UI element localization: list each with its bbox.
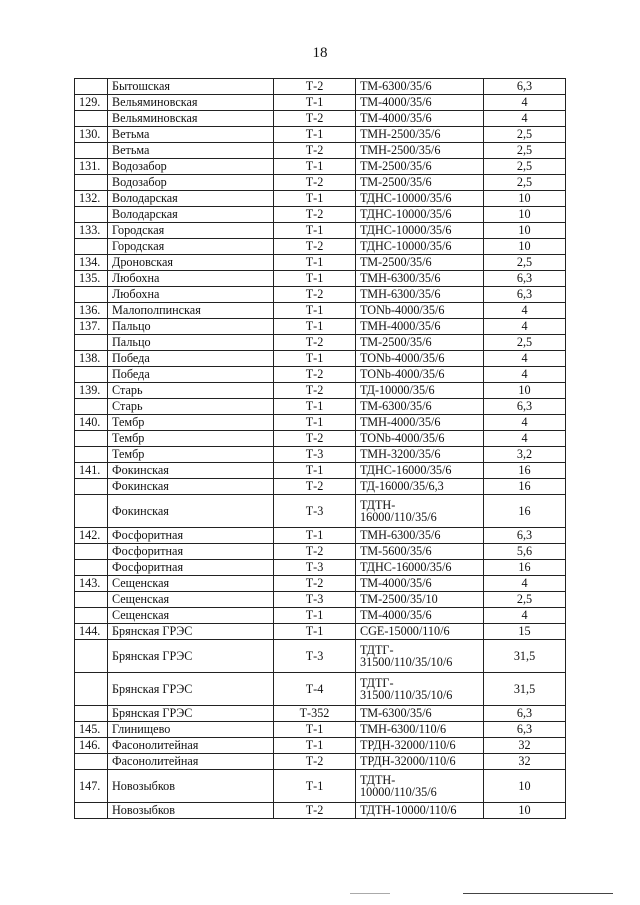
transformer-type: ТМ-6300/35/6 — [356, 399, 484, 415]
transformer-type: ТДТГ- 31500/110/35/10/6 — [356, 673, 484, 706]
transformer-type: ТМН-4000/35/6 — [356, 415, 484, 431]
table-row — [75, 239, 566, 255]
transformer-id: Т-1 — [274, 624, 356, 640]
transformer-power: 10 — [484, 223, 566, 239]
transformer-type: CGE-15000/110/6 — [356, 624, 484, 640]
transformer-id: Т-2 — [274, 79, 356, 95]
transformer-power: 4 — [484, 95, 566, 111]
table-row — [75, 303, 566, 319]
transformer-power: 2,5 — [484, 335, 566, 351]
transformer-type: ТДТН- 16000/110/35/6 — [356, 495, 484, 528]
transformer-power: 2,5 — [484, 592, 566, 608]
transformer-power: 32 — [484, 738, 566, 754]
table-row — [75, 335, 566, 351]
substation-name: Победа — [108, 351, 274, 367]
row-number — [75, 431, 108, 447]
transformer-type: ТМН-6300/35/6 — [356, 287, 484, 303]
transformer-id: Т-1 — [274, 463, 356, 479]
substation-name: Тембр — [108, 431, 274, 447]
transformer-power: 10 — [484, 803, 566, 819]
transformer-id: Т-2 — [274, 803, 356, 819]
transformer-id: Т-2 — [274, 383, 356, 399]
substation-name: Сещенская — [108, 592, 274, 608]
transformer-id: Т-3 — [274, 495, 356, 528]
transformer-power: 32 — [484, 754, 566, 770]
row-number — [75, 79, 108, 95]
table-row — [75, 544, 566, 560]
table-row — [75, 367, 566, 383]
table-row — [75, 624, 566, 640]
transformer-id: Т-1 — [274, 127, 356, 143]
table-row — [75, 127, 566, 143]
row-number — [75, 495, 108, 528]
table-row — [75, 463, 566, 479]
transformer-type: ТДНС-16000/35/6 — [356, 560, 484, 576]
transformer-id: Т-2 — [274, 479, 356, 495]
substation-name: Любохна — [108, 287, 274, 303]
substation-name: Вельяминовская — [108, 111, 274, 127]
transformer-id: Т-1 — [274, 399, 356, 415]
table-body — [75, 79, 566, 819]
transformer-type: ТОNb-4000/35/6 — [356, 303, 484, 319]
transformer-id: Т-1 — [274, 770, 356, 803]
transformer-power: 6,3 — [484, 271, 566, 287]
row-number: 131. — [75, 159, 108, 175]
transformer-type: ТМН-4000/35/6 — [356, 319, 484, 335]
transformer-type: ТМ-4000/35/6 — [356, 111, 484, 127]
transformer-power: 2,5 — [484, 143, 566, 159]
row-number — [75, 399, 108, 415]
table-row — [75, 95, 566, 111]
transformer-type: ТМН-2500/35/6 — [356, 143, 484, 159]
substation-name: Володарская — [108, 207, 274, 223]
transformer-power: 6,3 — [484, 722, 566, 738]
transformer-power: 10 — [484, 239, 566, 255]
transformer-id: Т-2 — [274, 207, 356, 223]
transformer-type: ТОNb-4000/35/6 — [356, 351, 484, 367]
page-number: 18 — [312, 45, 328, 61]
transformer-id: Т-352 — [274, 706, 356, 722]
row-number — [75, 479, 108, 495]
substation-name: Пальцо — [108, 335, 274, 351]
substation-name: Глинищево — [108, 722, 274, 738]
row-number: 137. — [75, 319, 108, 335]
transformer-type: ТМН-3200/35/6 — [356, 447, 484, 463]
substation-name: Брянская ГРЭС — [108, 640, 274, 673]
substation-name: Ветьма — [108, 127, 274, 143]
substation-name: Фасонолитейная — [108, 738, 274, 754]
row-number — [75, 175, 108, 191]
transformer-type: ТОNb-4000/35/6 — [356, 431, 484, 447]
row-number — [75, 754, 108, 770]
table-row — [75, 608, 566, 624]
row-number: 145. — [75, 722, 108, 738]
transformer-power: 4 — [484, 303, 566, 319]
transformer-power: 16 — [484, 463, 566, 479]
transformer-type: ТМН-6300/110/6 — [356, 722, 484, 738]
row-number: 142. — [75, 528, 108, 544]
transformer-id: Т-4 — [274, 673, 356, 706]
table-row — [75, 673, 566, 706]
transformer-id: Т-3 — [274, 447, 356, 463]
row-number — [75, 544, 108, 560]
transformer-type: ТМ-2500/35/6 — [356, 335, 484, 351]
row-number: 146. — [75, 738, 108, 754]
transformer-power: 4 — [484, 576, 566, 592]
transformer-type: ТМН-6300/35/6 — [356, 528, 484, 544]
transformer-id: Т-1 — [274, 319, 356, 335]
transformer-id: Т-1 — [274, 351, 356, 367]
substation-name: Фосфоритная — [108, 544, 274, 560]
transformer-power: 31,5 — [484, 640, 566, 673]
row-number — [75, 143, 108, 159]
substation-name: Водозабор — [108, 159, 274, 175]
row-number: 130. — [75, 127, 108, 143]
transformer-id: Т-2 — [274, 576, 356, 592]
substation-name: Фокинская — [108, 479, 274, 495]
transformer-power: 4 — [484, 319, 566, 335]
transformer-type: ТД-10000/35/6 — [356, 383, 484, 399]
transformer-power: 10 — [484, 207, 566, 223]
substation-name: Малополпинская — [108, 303, 274, 319]
transformer-id: Т-1 — [274, 191, 356, 207]
transformer-type: ТДНС-10000/35/6 — [356, 239, 484, 255]
substation-name: Брянская ГРЭС — [108, 706, 274, 722]
transformer-type: ТМ-5600/35/6 — [356, 544, 484, 560]
transformer-id: Т-1 — [274, 303, 356, 319]
footer-rule-short — [350, 893, 390, 894]
row-number — [75, 367, 108, 383]
table-row — [75, 640, 566, 673]
transformer-id: Т-2 — [274, 431, 356, 447]
table-row — [75, 223, 566, 239]
row-number — [75, 673, 108, 706]
row-number — [75, 706, 108, 722]
substation-name: Новозыбков — [108, 803, 274, 819]
transformer-id: Т-2 — [274, 287, 356, 303]
transformer-id: Т-2 — [274, 367, 356, 383]
substation-name: Старь — [108, 399, 274, 415]
transformer-id: Т-1 — [274, 415, 356, 431]
transformer-power: 2,5 — [484, 255, 566, 271]
transformer-type: ТДНС-10000/35/6 — [356, 223, 484, 239]
row-number — [75, 335, 108, 351]
transformer-type: ТДНС-16000/35/6 — [356, 463, 484, 479]
row-number: 138. — [75, 351, 108, 367]
footer-rule — [463, 893, 613, 894]
transformer-type: ТДНС-10000/35/6 — [356, 207, 484, 223]
transformer-power: 6,3 — [484, 287, 566, 303]
transformer-type: ТДНС-10000/35/6 — [356, 191, 484, 207]
transformer-power: 4 — [484, 367, 566, 383]
table-row — [75, 431, 566, 447]
substation-name: Тембр — [108, 447, 274, 463]
transformer-id: Т-1 — [274, 608, 356, 624]
row-number: 147. — [75, 770, 108, 803]
row-number — [75, 608, 108, 624]
transformer-power: 4 — [484, 415, 566, 431]
substation-name: Городская — [108, 239, 274, 255]
transformer-type: ТМН-6300/35/6 — [356, 271, 484, 287]
transformer-type: ТМ-4000/35/6 — [356, 95, 484, 111]
transformer-type: ТРДН-32000/110/6 — [356, 754, 484, 770]
substation-name: Пальцо — [108, 319, 274, 335]
row-number — [75, 207, 108, 223]
substation-name: Володарская — [108, 191, 274, 207]
transformer-power: 10 — [484, 191, 566, 207]
substation-name: Дроновская — [108, 255, 274, 271]
transformer-table — [74, 78, 566, 819]
table-row — [75, 528, 566, 544]
transformer-id: Т-2 — [274, 544, 356, 560]
transformer-id: Т-1 — [274, 255, 356, 271]
transformer-id: Т-1 — [274, 95, 356, 111]
transformer-type: ТОNb-4000/35/6 — [356, 367, 484, 383]
row-number — [75, 111, 108, 127]
table-row — [75, 111, 566, 127]
substation-name: Тембр — [108, 415, 274, 431]
table-row — [75, 383, 566, 399]
transformer-id: Т-3 — [274, 640, 356, 673]
row-number — [75, 287, 108, 303]
row-number — [75, 560, 108, 576]
table-row — [75, 399, 566, 415]
substation-name: Фосфоритная — [108, 528, 274, 544]
transformer-type: ТМ-6300/35/6 — [356, 706, 484, 722]
transformer-type: ТДТН-10000/110/6 — [356, 803, 484, 819]
transformer-power: 5,6 — [484, 544, 566, 560]
row-number — [75, 803, 108, 819]
table-row — [75, 560, 566, 576]
transformer-power: 10 — [484, 383, 566, 399]
transformer-power: 4 — [484, 431, 566, 447]
transformer-power: 4 — [484, 608, 566, 624]
table-row — [75, 722, 566, 738]
table-row — [75, 319, 566, 335]
transformer-power: 6,3 — [484, 79, 566, 95]
row-number: 139. — [75, 383, 108, 399]
substation-name: Вельяминовская — [108, 95, 274, 111]
transformer-id: Т-1 — [274, 271, 356, 287]
table-row — [75, 803, 566, 819]
transformer-power: 10 — [484, 770, 566, 803]
substation-name: Фосфоритная — [108, 560, 274, 576]
transformer-id: Т-1 — [274, 159, 356, 175]
row-number: 134. — [75, 255, 108, 271]
row-number: 136. — [75, 303, 108, 319]
transformer-type: ТМ-2500/35/6 — [356, 175, 484, 191]
table-row — [75, 287, 566, 303]
transformer-power: 3,2 — [484, 447, 566, 463]
transformer-id: Т-1 — [274, 738, 356, 754]
row-number: 144. — [75, 624, 108, 640]
substation-name: Водозабор — [108, 175, 274, 191]
transformer-id: Т-2 — [274, 143, 356, 159]
transformer-type: ТМ-6300/35/6 — [356, 79, 484, 95]
transformer-power: 2,5 — [484, 127, 566, 143]
transformer-type: ТМ-2500/35/6 — [356, 255, 484, 271]
row-number: 129. — [75, 95, 108, 111]
table-row — [75, 159, 566, 175]
transformer-type: ТМ-4000/35/6 — [356, 608, 484, 624]
transformer-power: 15 — [484, 624, 566, 640]
transformer-id: Т-1 — [274, 528, 356, 544]
substation-name: Фокинская — [108, 495, 274, 528]
substation-name: Сещенская — [108, 608, 274, 624]
transformer-power: 6,3 — [484, 706, 566, 722]
transformer-power: 6,3 — [484, 528, 566, 544]
substation-name: Фасонолитейная — [108, 754, 274, 770]
substation-name: Новозыбков — [108, 770, 274, 803]
transformer-power: 6,3 — [484, 399, 566, 415]
transformer-id: Т-2 — [274, 754, 356, 770]
substation-name: Брянская ГРЭС — [108, 673, 274, 706]
table-row — [75, 495, 566, 528]
substation-name: Городская — [108, 223, 274, 239]
transformer-id: Т-1 — [274, 223, 356, 239]
transformer-power: 31,5 — [484, 673, 566, 706]
transformer-id: Т-2 — [274, 175, 356, 191]
table-row — [75, 207, 566, 223]
substation-name: Сещенская — [108, 576, 274, 592]
row-number — [75, 592, 108, 608]
substation-name: Брянская ГРЭС — [108, 624, 274, 640]
table-row — [75, 706, 566, 722]
transformer-power: 2,5 — [484, 159, 566, 175]
table-row — [75, 576, 566, 592]
table-row — [75, 770, 566, 803]
transformer-type: ТД-16000/35/6,3 — [356, 479, 484, 495]
table-row — [75, 191, 566, 207]
transformer-power: 4 — [484, 351, 566, 367]
transformer-power: 16 — [484, 560, 566, 576]
substation-name: Старь — [108, 383, 274, 399]
transformer-type: ТМ-2500/35/10 — [356, 592, 484, 608]
transformer-type: ТМ-2500/35/6 — [356, 159, 484, 175]
row-number — [75, 640, 108, 673]
transformer-id: Т-2 — [274, 335, 356, 351]
table-row — [75, 415, 566, 431]
transformer-id: Т-1 — [274, 722, 356, 738]
transformer-type: ТМН-2500/35/6 — [356, 127, 484, 143]
row-number: 140. — [75, 415, 108, 431]
transformer-type: ТДТГ- 31500/110/35/10/6 — [356, 640, 484, 673]
table-row — [75, 255, 566, 271]
transformer-id: Т-3 — [274, 592, 356, 608]
table-row — [75, 479, 566, 495]
table-row — [75, 175, 566, 191]
row-number: 135. — [75, 271, 108, 287]
table-row — [75, 754, 566, 770]
table-row — [75, 143, 566, 159]
substation-name: Победа — [108, 367, 274, 383]
transformer-type: ТМ-4000/35/6 — [356, 576, 484, 592]
table-row — [75, 351, 566, 367]
row-number — [75, 239, 108, 255]
row-number: 132. — [75, 191, 108, 207]
transformer-power: 2,5 — [484, 175, 566, 191]
transformer-type: ТРДН-32000/110/6 — [356, 738, 484, 754]
row-number: 133. — [75, 223, 108, 239]
table-row — [75, 447, 566, 463]
row-number: 143. — [75, 576, 108, 592]
table-row — [75, 271, 566, 287]
table-row — [75, 738, 566, 754]
substation-name: Любохна — [108, 271, 274, 287]
substation-name: Ветьма — [108, 143, 274, 159]
row-number — [75, 447, 108, 463]
transformer-power: 16 — [484, 495, 566, 528]
transformer-power: 16 — [484, 479, 566, 495]
row-number: 141. — [75, 463, 108, 479]
transformer-id: Т-2 — [274, 239, 356, 255]
transformer-type: ТДТН- 10000/110/35/6 — [356, 770, 484, 803]
table-row — [75, 592, 566, 608]
transformer-power: 4 — [484, 111, 566, 127]
substation-name: Бытошская — [108, 79, 274, 95]
substation-name: Фокинская — [108, 463, 274, 479]
transformer-id: Т-3 — [274, 560, 356, 576]
transformer-id: Т-2 — [274, 111, 356, 127]
table-row — [75, 79, 566, 95]
